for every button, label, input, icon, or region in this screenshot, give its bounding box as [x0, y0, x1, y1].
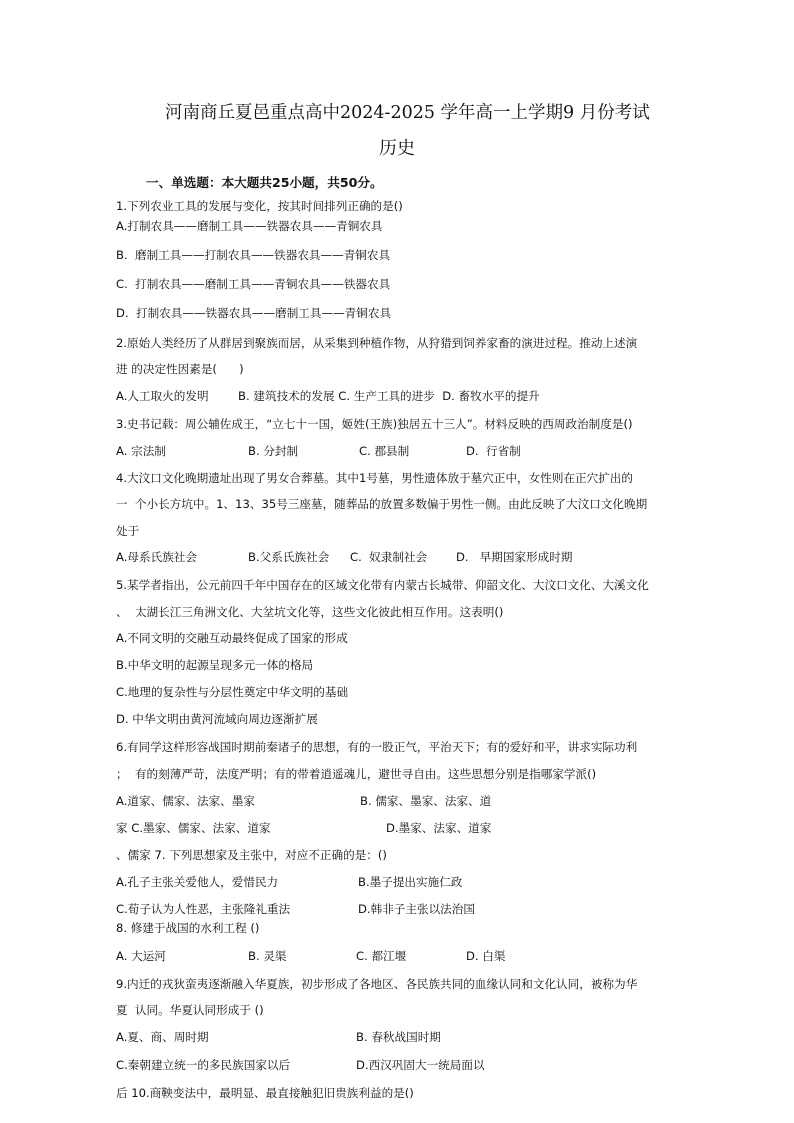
question-1-option-d: D. 打制农具——铁器农具——磨制工具——青铜农具: [116, 306, 392, 320]
question-8-option-c: C. 都江堰: [356, 949, 407, 963]
question-2-line-1: 2.原始人类经历了从群居到聚族而居，从采集到种植作物，从狩猎到饲养家畜的演进过程。推动上述演: [116, 336, 638, 350]
question-9-line-2: 夏 认同。华夏认同形成于 (): [116, 1003, 264, 1017]
question-10-stem: 后 10.商鞅变法中，最明显、最直接触犯旧贵族利益的是(): [116, 1086, 414, 1100]
question-9-line-1: 9.内迁的戎狄蛮夷逐渐融入华夏族，初步形成了各地区、各民族共同的血缘认同和文化认同，被称为华: [116, 977, 638, 991]
question-5-option-c: C.地理的复杂性与分层性奠定中华文明的基础: [116, 685, 349, 699]
question-9-option-b: B. 春秋战国时期: [356, 1030, 441, 1044]
question-7-stem: 、儒家 7. 下列思想家及主张中，对应不正确的是：(): [116, 848, 387, 862]
question-4-option-d: D. 早期国家形成时期: [456, 550, 573, 564]
question-8-option-d: D. 白渠: [466, 949, 506, 963]
question-5-option-a: A.不同文明的交融互动最终促成了国家的形成: [116, 631, 348, 645]
question-6-option-b-cont: 家 C.墨家、儒家、法家、道家: [116, 821, 271, 835]
question-4-line-3: 处于: [116, 524, 140, 538]
section-heading: 一、单选题：本大题共25小题，共50分。: [146, 175, 383, 190]
question-8-option-b: B. 灵渠: [248, 949, 287, 963]
question-3-option-d: D. 行省制: [466, 444, 521, 458]
question-4-option-a: A.母系氏族社会: [116, 550, 197, 564]
question-6-option-d: D.墨家、法家、道家: [386, 821, 492, 835]
question-9-option-c: C.秦朝建立统一的多民族国家以后: [116, 1058, 291, 1072]
question-2-line-2: 进 的决定性因素是( ): [116, 362, 244, 376]
question-7-option-a: A.孔子主张关爱他人，爱惜民力: [116, 875, 279, 889]
question-2-options: A.人工取火的发明 B. 建筑技术的发展 C. 生产工具的进步 D. 畜牧水平的提升: [116, 389, 540, 403]
question-9-option-d: D.西汉巩固大一统局面以: [356, 1058, 485, 1072]
question-5-option-d: D. 中华文明由黄河流域向周边逐渐扩展: [116, 712, 318, 726]
question-8-option-a: A. 大运河: [116, 949, 166, 963]
question-4-line-2: 一 个小长方坑中。1、13、35号三座墓，随葬品的放置多数偏于男性一侧。由此反映了大汶口文化晚期: [116, 497, 648, 511]
question-4-option-c: C. 奴隶制社会: [350, 550, 428, 564]
question-4-option-b: B.父系氏族社会: [248, 550, 330, 564]
question-6-line-1: 6.有同学这样形容战国时期前秦诸子的思想，有的一股正气，平治天下；有的爱好和平，讲求实际功利: [116, 740, 638, 754]
question-1-stem: 1.下列农业工具的发展与变化，按其时间排列正确的是(): [116, 199, 403, 213]
question-5-line-2: 、 太湖长江三角洲文化、大坌坑文化等，这些文化彼此相互作用。这表明(): [116, 605, 504, 619]
question-6-option-b: B. 儒家、墨家、法家、道: [360, 794, 492, 808]
question-1-option-a: A.打制农具——磨制工具——铁器农具——青铜农具: [116, 219, 383, 233]
question-4-line-1: 4.大汶口文化晚期遗址出现了男女合葬墓。其中1号墓，男性遗体放于墓穴正中，女性则在正穴扩出的: [116, 471, 633, 485]
question-3-stem: 3.史书记载：周公辅佐成王，“立七十一国，姬姓(王族)独居五十三人”。材料反映的西周政治制度是(): [116, 417, 633, 431]
question-1-option-b: B. 磨制工具——打制农具——铁器农具——青铜农具: [116, 248, 391, 262]
question-3-option-c: C. 郡县制: [359, 444, 410, 458]
question-7-option-b: B.墨子提出实施仁政: [358, 875, 463, 889]
question-6-line-2: ； 有的刻薄严苛，法度严明；有的带着逍遥魂儿，避世寻自由。这些思想分别是指哪家学派(): [116, 767, 597, 781]
question-9-option-a: A.夏、商、周时期: [116, 1030, 209, 1044]
question-7-option-d: D.韩非子主张以法治国: [358, 902, 475, 916]
question-3-option-a: A. 宗法制: [116, 444, 166, 458]
subject-title: 历史: [379, 138, 415, 159]
question-8-stem: 8. 修建于战国的水利工程 (): [116, 921, 260, 935]
question-6-option-a: A.道家、儒家、法家、墨家: [116, 794, 255, 808]
question-1-option-c: C. 打制农具——磨制工具——青铜农具——铁器农具: [116, 277, 391, 291]
question-5-line-1: 5.某学者指出，公元前四千年中国存在的区域文化带有内蒙古长城带、仰韶文化、大汶口文化、大溪文化: [116, 578, 649, 592]
question-3-option-b: B. 分封制: [248, 444, 299, 458]
question-7-option-c: C.荀子认为人性恶，主张隆礼重法: [116, 902, 291, 916]
exam-title: 河南商丘夏邑重点高中2024-2025 学年高一上学期9 月份考试: [165, 103, 650, 123]
question-5-option-b: B.中华文明的起源呈现多元一体的格局: [116, 658, 314, 672]
